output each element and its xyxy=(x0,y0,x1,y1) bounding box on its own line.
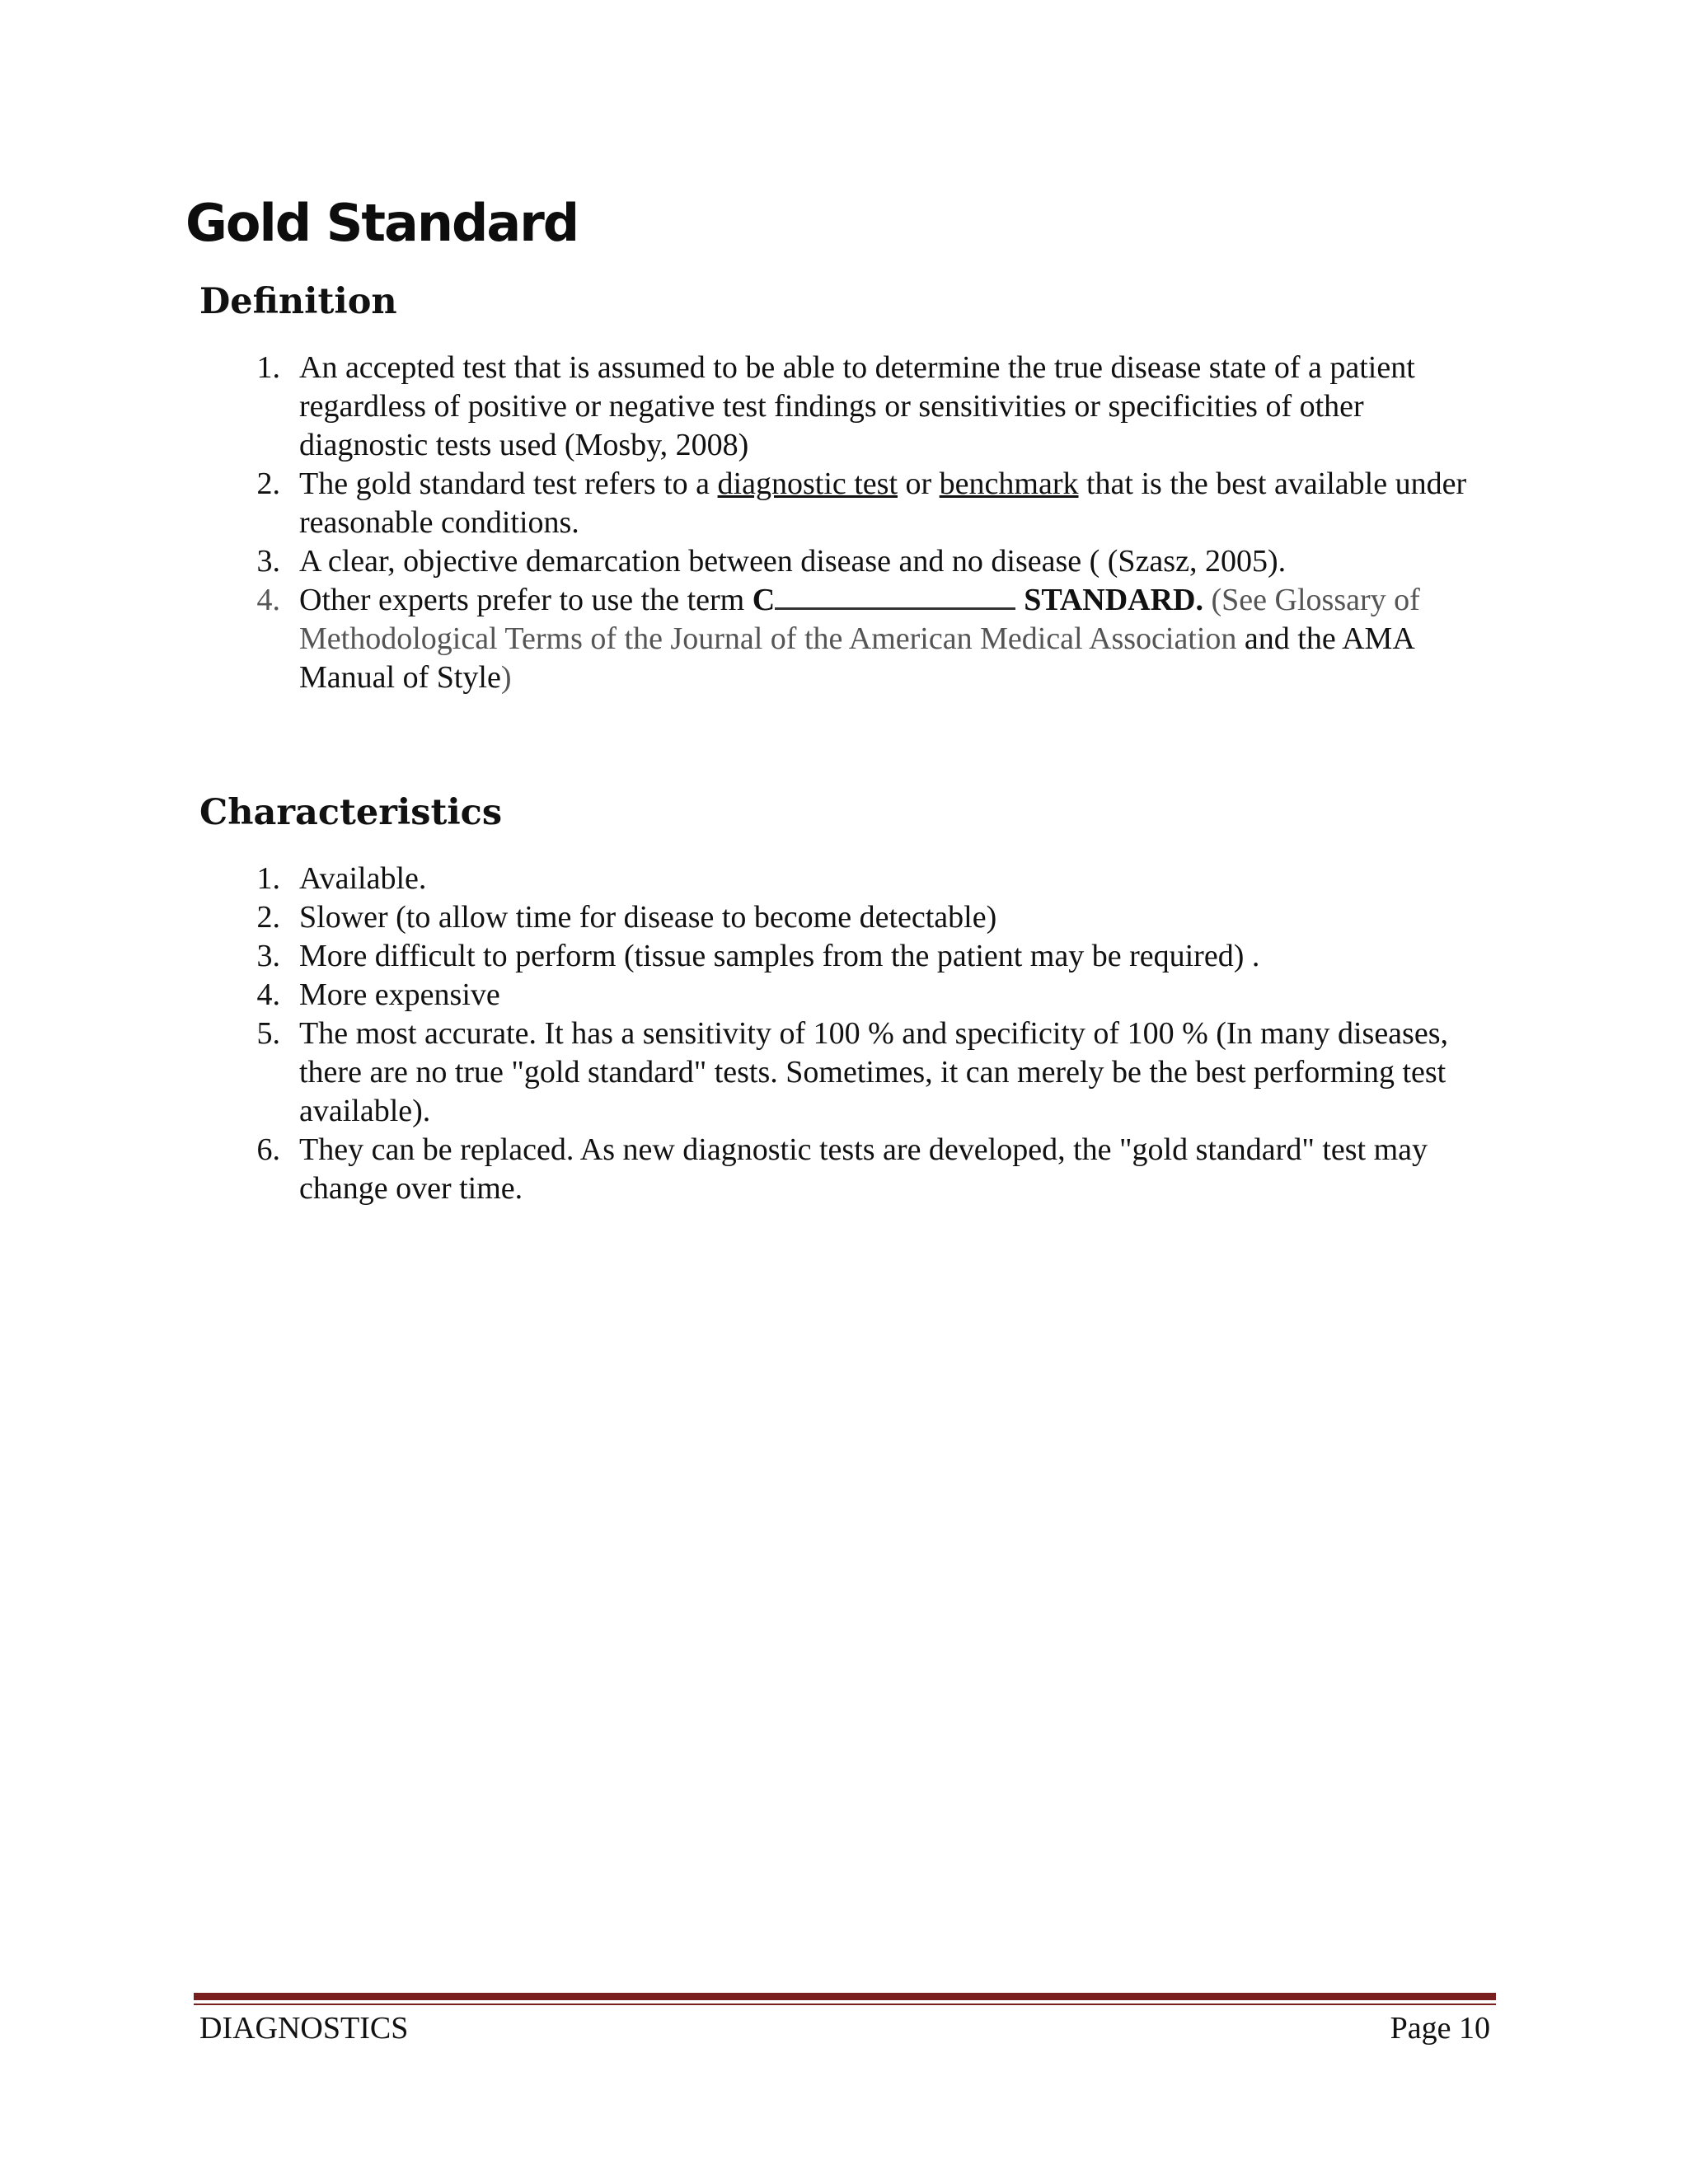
characteristics-item-number: 2 . xyxy=(247,898,280,937)
characteristics-item-number: 5 . xyxy=(247,1015,280,1053)
diagnostic-test-link[interactable]: diagnostic test xyxy=(717,466,898,501)
definition-heading: Definition xyxy=(199,281,397,322)
fill-in-blank xyxy=(775,583,1015,610)
benchmark-link[interactable]: benchmark xyxy=(939,466,1079,501)
footer-rule xyxy=(194,1993,1496,2000)
characteristics-item-6 xyxy=(247,1131,1500,1208)
definition-item-3 xyxy=(247,542,1500,581)
characteristics-item-text: Slower (to allow time for disease to become detectable) xyxy=(299,900,997,935)
definition-item-1 xyxy=(247,349,1500,465)
characteristics-list xyxy=(247,860,1500,1208)
characteristics-item-text: The most accurate. It has a sensitivity of 100 % and specificity of 100 % (In many diseases, there are no true "gold standard" tests. Sometimes, it can merely be the best performing test available). xyxy=(299,1016,1448,1128)
glossary-reference: (See Glossary of Methodological Terms of the Journal of the American Medical Association xyxy=(299,583,1420,656)
characteristics-item-number: 1 . xyxy=(247,860,280,898)
footer-rule-thin xyxy=(194,2004,1496,2005)
definition-item-text-middle: or xyxy=(898,466,940,501)
characteristics-item-number: 4 . xyxy=(247,976,280,1015)
definition-item-text-prefix: The gold standard test refers to a xyxy=(299,466,718,501)
standard-term: STANDARD. xyxy=(1024,583,1204,617)
definition-item-number: 2 . xyxy=(247,465,280,504)
definition-item-text: A clear, objective demarcation between disease and no disease ( (Szasz, 2005). xyxy=(299,544,1287,579)
characteristics-item-text: Available. xyxy=(299,861,427,896)
characteristics-item-4 xyxy=(247,976,1500,1015)
characteristics-item-2 xyxy=(247,898,1500,937)
characteristics-item-text: More difficult to perform (tissue samples from the patient may be required) . xyxy=(299,939,1260,973)
characteristics-item-number: 6 . xyxy=(247,1131,280,1169)
ama-manual-reference: and the AMA Manual of Style xyxy=(299,621,1414,695)
footer-page-number: Page 10 xyxy=(1390,2011,1490,2046)
definition-list xyxy=(247,349,1500,697)
definition-item-number: 3 . xyxy=(247,542,280,581)
definition-item-2 xyxy=(247,465,1500,542)
closing-paren: ) xyxy=(500,660,512,695)
definition-item-4 xyxy=(247,581,1500,697)
definition-item-text-prefix: Other experts prefer to use the term xyxy=(299,583,753,617)
definition-item-text-suffix: that is the best available under reasonable conditions. xyxy=(299,466,1467,540)
definition-item-number: 1 . xyxy=(247,349,280,387)
characteristics-item-5 xyxy=(247,1015,1500,1131)
footer-section-name: DIAGNOSTICS xyxy=(199,2011,409,2046)
page-title: Gold Standard xyxy=(185,193,579,253)
characteristics-item-number: 3 . xyxy=(247,937,280,976)
characteristics-item-3 xyxy=(247,937,1500,976)
characteristics-item-text: More expensive xyxy=(299,977,500,1012)
blank-letter: C xyxy=(752,583,776,617)
definition-item-text: An accepted test that is assumed to be able to determine the true disease state of a patient regardless of positive or negative test findings or sensitivities or specificities of other diagnostic tests used (Mosby, 2008) xyxy=(299,350,1415,462)
characteristics-item-text: They can be replaced. As new diagnostic tests are developed, the "gold standard" test may change over time. xyxy=(299,1132,1428,1206)
definition-item-number: 4 . xyxy=(247,581,280,620)
characteristics-item-1 xyxy=(247,860,1500,898)
characteristics-heading: Characteristics xyxy=(199,792,503,833)
